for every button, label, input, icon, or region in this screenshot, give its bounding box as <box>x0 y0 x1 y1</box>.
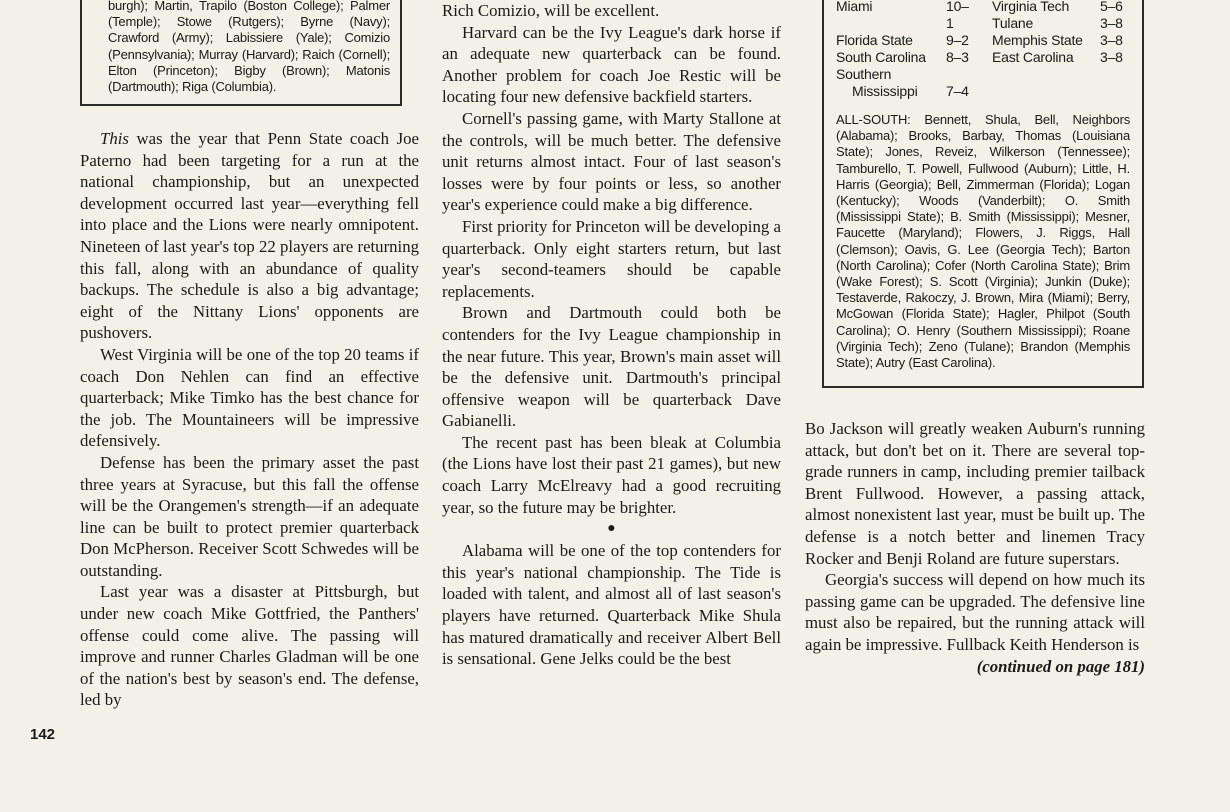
standings-left-column <box>836 0 976 100</box>
south-standings-box <box>822 0 1144 388</box>
article-column-3 <box>805 418 1145 677</box>
standings-row: East Carolina 3–8 <box>992 49 1123 65</box>
standings-row: South Carolina 8–3 <box>836 49 969 65</box>
paragraph-syracuse: Defense has been the primary asset the past three years at Syracuse, but this fall the offense will be the Orangemen's strength—if an adequate line can be built to protect premier quarterback Don McPherson. Receiver Scott Schwedes will be outstanding. <box>80 452 419 580</box>
paragraph-alabama: Alabama will be one of the top contenders for this year's national championship. The Tide is loaded with talent, and almost all of last season's players have returned. Quarterback Mike Shula has matured dramatically and receiver Albert Bell is sensational. Gene Jelks could be the best <box>442 541 781 669</box>
all-east-roster-text: burgh); Martin, Trapilo (Boston College); Palmer (Temple); Stowe (Rutgers); Byrne (Navy); Crawford (Army); Labissiere (Yale); Comizio (Pennsylvania); Murray (Harvard); Raich (Cornell); Elton (Princeton); Bigby (Brown); Matonis (Dartmouth); Riga (Columbia). <box>108 0 390 95</box>
standings-row: Mississippi 7–4 <box>852 83 969 99</box>
paragraph-harvard: Harvard can be the Ivy League's dark horse if an adequate new quarterback can be found. Another problem for coach Joe Restic will be locating four new defensive backfield starters. <box>442 22 781 107</box>
paragraph-pittsburgh: Last year was a disaster at Pittsburgh, but under new coach Mike Gottfried, the Panthers' offense could come alive. The passing will improve and runner Charles Gladman will be one of the nation's best by season's end. The defense, led by <box>80 582 419 710</box>
paragraph-penn-state: This was the year that Penn State coach Joe Paterno had been targeting for a run at the national championship, but an unexpected development occurred last year—everything fell into place and the Lions were nearly omnipotent. Nineteen of last year's top 22 players are returning this fall, along with an abundance of quality backups. The schedule is also a big advantage; eight of the Nittany Lions' opponents are pushovers. <box>80 129 419 343</box>
all-east-roster-box <box>80 0 402 106</box>
paragraph-west-virginia: West Virginia will be one of the top 20 teams if coach Don Nehlen can find an effective quarterback; Mike Timko has the best chance for the job. The Mountaineers will be impressive defensively. <box>80 344 419 451</box>
standings-row: Virginia Tech 5–6 <box>992 0 1123 14</box>
paragraph-continuation: Rich Comizio, will be excellent. <box>442 1 660 20</box>
paragraph-cornell: Cornell's passing game, with Marty Stallone at the controls, will be much better. The defensive unit returns almost intact. Four of last season's losses were by four points or less, so another year's experience could make a big difference. <box>442 108 781 215</box>
paragraph-auburn: Bo Jackson will greatly weaken Auburn's running attack, but don't bet on it. There are several top-grade runners in camp, including premier tailback Brent Fullwood. However, a passing attack, almost nonexistent last year, must be built up. The defense is a notch better and linemen Tracy Rocker and Benji Roland are future superstars. <box>805 419 1145 568</box>
section-divider: ● <box>607 521 616 537</box>
standings-table <box>836 0 1130 100</box>
article-column-2 <box>442 0 781 670</box>
standings-row: Memphis State 3–8 <box>992 32 1123 48</box>
standings-right-column <box>992 0 1130 100</box>
paragraph-brown-dartmouth: Brown and Dartmouth could both be contenders for the Ivy League championship in the near future. This year, Brown's main asset will be the defensive unit. Dartmouth's principal offensive weapon will be quarterback Dave Gabianelli. <box>442 303 781 431</box>
standings-row: Tulane 3–8 <box>992 15 1123 31</box>
paragraph-princeton: First priority for Princeton will be developing a quarterback. Only eight starters return, but last year's second-teamers should be capable replacements. <box>442 216 781 301</box>
standings-row: Southern <box>836 66 892 82</box>
paragraph-georgia: Georgia's success will depend on how much its passing game can be upgraded. The defensive line must also be repaired, but the running attack will again be impressive. Fullback Keith Henderson is <box>805 570 1145 654</box>
lead-word: This <box>100 129 129 148</box>
standings-row: Florida State 9–2 <box>836 32 969 48</box>
page-number: 142 <box>30 726 56 743</box>
all-south-roster: ALL-SOUTH: Bennett, Shula, Bell, Neighbors (Alabama); Brooks, Barbay, Thomas (Louisiana State); Jones, Reveiz, Wilkerson (Tennessee); Tamburello, T. Powell, Fullwood (Auburn); Little, H. Harris (Georgia); Bell, Zimmerman (Florida); Logan (Kentucky); Woods (Vanderbilt); O. Smith (Mississippi State); B. Smith (Mississippi); Mesner, Faucette (Maryland); Flowers, J. Riggs, Hall (Clemson); Oavis, G. Lee (Georgia Tech); Barton (North Carolina); Cofer (North Carolina State); Brim (Wake Forest); S. Scott (Virginia); Junkin (Duke); Testaverde, Rakoczy, J. Brown, Mira (Miami); Berry, McGowan (Florida State); Hagler, Philpot (South Carolina); O. Henry (Southern Mississippi); Roane (Virginia Tech); Zeno (Tulane); Brandon (Memphis State); Autry (East Carolina). <box>836 112 1130 371</box>
article-column-1 <box>80 128 419 711</box>
continued-notice: (continued on page 181) <box>976 656 1145 676</box>
paragraph-columbia: The recent past has been bleak at Columbia (the Lions have lost their past 21 games), but new coach Larry McElreavy had a good recruiting year, so the future may be brighter. <box>442 432 781 517</box>
standings-row: Miami 10–1 <box>836 0 969 31</box>
